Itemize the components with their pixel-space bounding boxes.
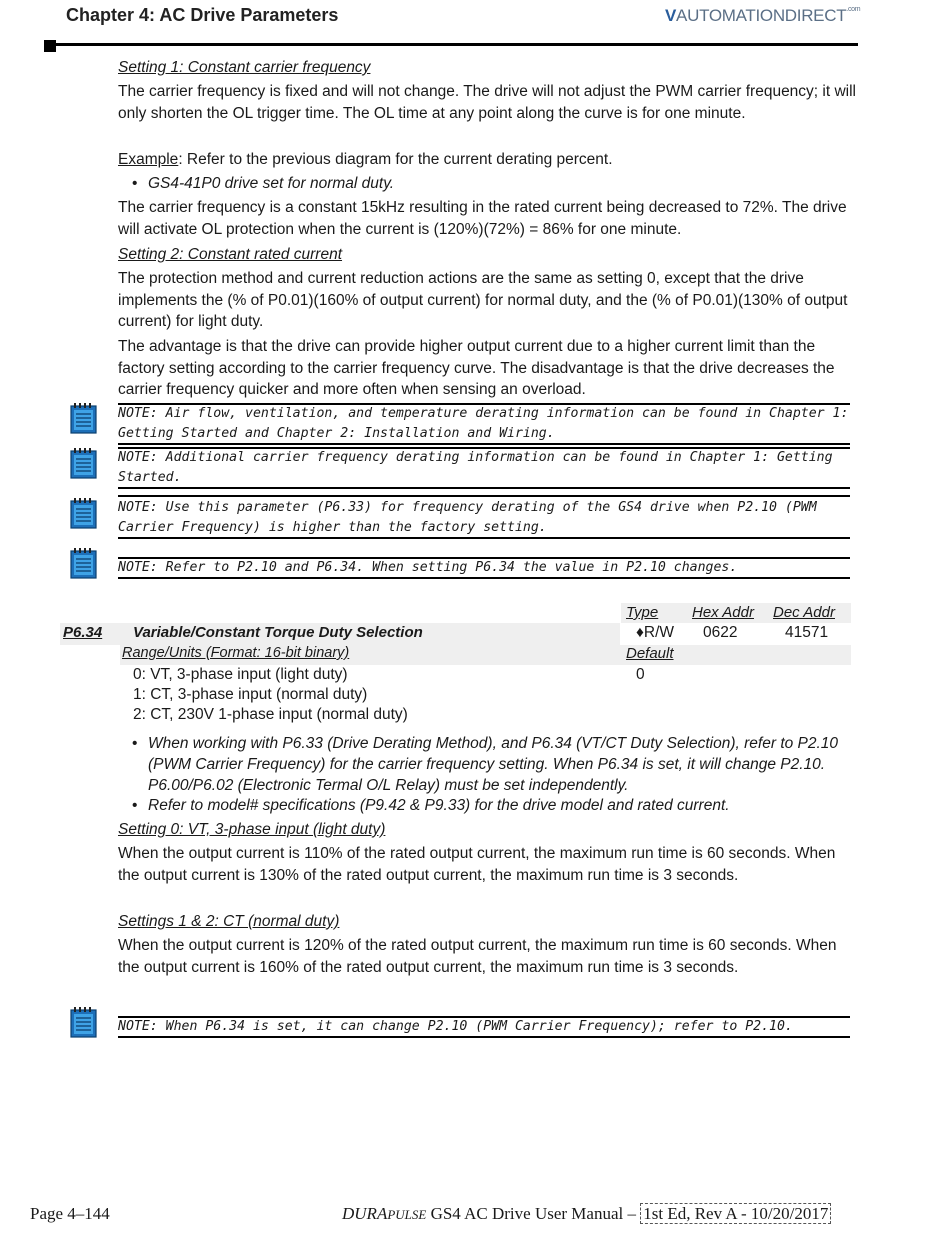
edition-box: 1st Ed, Rev A - 10/20/2017	[640, 1203, 831, 1224]
default-label: Default	[626, 645, 674, 662]
col-hex-addr: Hex Addr	[692, 604, 754, 621]
param-bullet: • When working with P6.33 (Drive Derating Method), and P6.34 (VT/CT Duty Selection), refer to P2.10 (PWM Carrier Frequency) for the carrier frequency setting. When P6.34 is set, it will change P2.10. P6.00/P6.02 (Electronic Termal O/L Relay) must be set independently.	[132, 733, 852, 796]
setting-2-paragraph-1: The protection method and current reduction actions are the same as setting 0, except that the drive implements the (% of P0.01)(160% of output current) for normal duty, and the (% of P0.01)(130% of output current) for light duty.	[118, 270, 848, 330]
col-dec-addr: Dec Addr	[773, 604, 835, 621]
option-1: 1: CT, 3-phase input (normal duty)	[133, 686, 368, 703]
manual-name: GS4 AC Drive User Manual –	[426, 1204, 641, 1223]
note-derating-info: NOTE: Air flow, ventilation, and temperature derating information can be found in Chapter 1: Getting Started and Chapter 2: Installation and Wiring.	[118, 406, 849, 441]
option-0: 0: VT, 3-phase input (light duty)	[133, 666, 348, 683]
settings-1-2-paragraph: When the output current is 120% of the rated output current, the maximum run time is 60 seconds. When the output current is 160% of the rated output current, the maximum run time is 3 seconds.	[118, 937, 837, 976]
note-carrier-derating: NOTE: Additional carrier frequency derating information can be found in Chapter 1: Getting Started.	[118, 450, 833, 485]
page-number: Page 4–144	[30, 1204, 110, 1223]
setting-2-heading: Setting 2: Constant rated current	[118, 246, 343, 263]
note-rule	[118, 577, 850, 579]
notepad-icon	[68, 1007, 98, 1039]
logo-mark: V	[665, 6, 677, 25]
setting-2-paragraph-2: The advantage is that the drive can provide higher output current due to a higher current limit than the factory setting according to the carrier frequency curve. The disadvantage is that the drive decreases the carrier frequency quicker and more often when sensing an overload.	[118, 338, 835, 398]
example-bullet: • GS4-41P0 drive set for normal duty.	[132, 173, 852, 194]
param-id: P6.34	[63, 624, 103, 641]
note-p633-usage: NOTE: Use this parameter (P6.33) for frequency derating of the GS4 drive when P2.10 (PWM Carrier Frequency) is higher than the factory setting.	[118, 500, 817, 535]
setting-0-heading: Setting 0: VT, 3-phase input (light duty)	[118, 821, 386, 838]
setting-0-paragraph: When the output current is 110% of the rated output current, the maximum run time is 60 seconds. When the output current is 130% of the rated output current, the maximum run time is 3 seconds.	[118, 845, 836, 884]
param-hex: 0622	[703, 624, 738, 641]
param-type: ♦R/W	[636, 624, 675, 641]
param-bullet: • Refer to model# specifications (P9.42 & P9.33) for the drive model and rated current.	[132, 795, 852, 816]
param-dec: 41571	[785, 624, 829, 641]
note-rule	[118, 443, 850, 445]
note-p634-p210: NOTE: Refer to P2.10 and P6.34. When setting P6.34 the value in P2.10 changes.	[118, 560, 738, 575]
param-name: Variable/Constant Torque Duty Selection	[133, 624, 423, 641]
notepad-icon	[68, 403, 98, 435]
header-rule	[52, 43, 858, 46]
col-type: Type	[626, 604, 659, 621]
param-bullet-text: Refer to model# specifications (P9.42 & P9.33) for the drive model and rated current.	[148, 797, 730, 814]
note-rule	[118, 1036, 850, 1038]
automationdirect-logo	[665, 6, 860, 26]
range-units-label: Range/Units (Format: 16-bit binary)	[122, 645, 350, 661]
manual-title	[342, 1204, 831, 1224]
note-rule	[118, 495, 850, 497]
note-rule	[118, 487, 850, 489]
notepad-icon	[68, 448, 98, 480]
setting-1-result: The carrier frequency is a constant 15kHz resulting in the rated current being decreased to 72%. The drive will activate OL protection when the current is (120%)(72%) = 86% for one minute.	[118, 199, 847, 238]
param-bullet-text: When working with P6.33 (Drive Derating Method), and P6.34 (VT/CT Duty Selection), refer to P2.10 (PWM Carrier Frequency) for the carrier frequency setting. When P6.34 is set, it will change P2.10. P6.00/P6.02 (Electronic Termal O/L Relay) must be set independently.	[148, 735, 839, 794]
option-2: 2: CT, 230V 1-phase input (normal duty)	[133, 706, 408, 723]
header-marker	[44, 40, 56, 52]
logo-text: AUTOMATIONDIRECT	[676, 6, 847, 25]
default-value: 0	[636, 666, 645, 683]
note-p634-changes-p210: NOTE: When P6.34 is set, it can change P2.10 (PWM Carrier Frequency); refer to P2.10.	[118, 1019, 793, 1034]
chapter-title: Chapter 4: AC Drive Parameters	[66, 5, 339, 25]
brand-pulse: PULSE	[387, 1207, 427, 1222]
settings-1-2-heading: Settings 1 & 2: CT (normal duty)	[118, 913, 340, 930]
setting-1-heading: Setting 1: Constant carrier frequency	[118, 59, 371, 76]
notepad-icon	[68, 548, 98, 580]
example-bullet-text: GS4-41P0 drive set for normal duty.	[148, 175, 395, 192]
note-rule	[118, 537, 850, 539]
notepad-icon	[68, 498, 98, 530]
example-label: Example	[118, 151, 179, 168]
brand-dura: DURA	[342, 1204, 388, 1223]
setting-1-paragraph: The carrier frequency is fixed and will not change. The drive will not adjust the PWM carrier frequency; it will only shorten the OL trigger time. The OL time at any point along the curve is for one minute.	[118, 83, 856, 122]
example-line	[118, 149, 858, 171]
example-text: : Refer to the previous diagram for the current derating percent.	[178, 151, 613, 168]
logo-suffix: .com	[846, 6, 861, 13]
